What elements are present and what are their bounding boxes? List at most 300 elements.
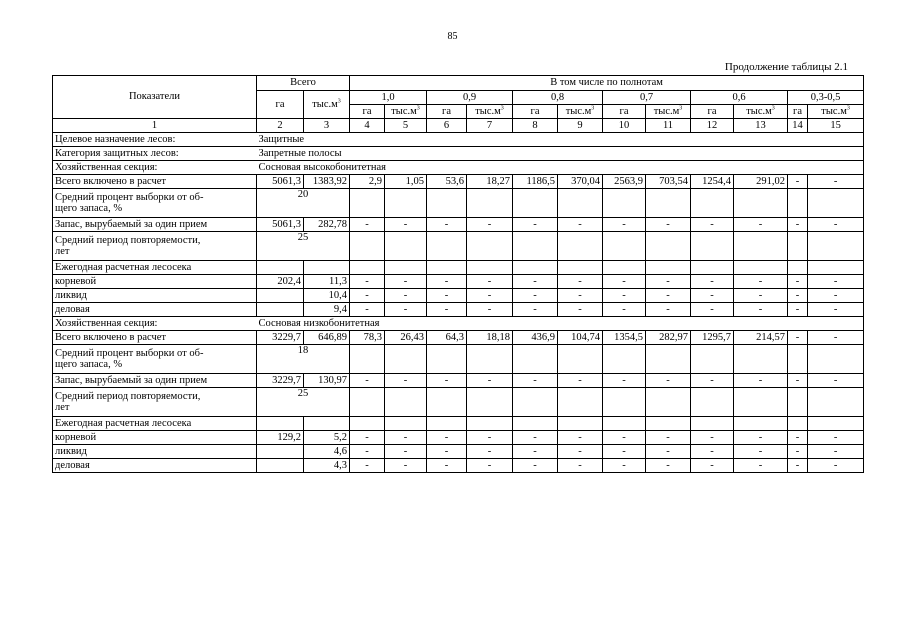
column-number: 7	[467, 119, 513, 133]
table-cell: 18,18	[467, 331, 513, 345]
table-cell: 4,3	[304, 459, 350, 473]
table-cell: -	[691, 289, 734, 303]
table-cell: -	[427, 431, 467, 445]
column-number: 4	[350, 119, 385, 133]
unit-thous-m3: $тыс.м^3$	[558, 105, 603, 119]
row-label: Запас, вырубаемый за один прием	[53, 374, 257, 388]
table-cell: 64,3	[427, 331, 467, 345]
table-cell: 5,2	[304, 431, 350, 445]
column-number: 10	[603, 119, 646, 133]
table-cell: 646,89	[304, 331, 350, 345]
table-cell	[427, 232, 467, 261]
table-cell: -	[467, 459, 513, 473]
table-cell: -	[350, 431, 385, 445]
liquid-row	[53, 445, 864, 459]
table-cell: -	[734, 303, 788, 317]
table-cell	[257, 445, 304, 459]
table-cell	[513, 417, 558, 431]
table-cell	[788, 345, 808, 374]
row-label: деловая	[53, 459, 257, 473]
table-cell: -	[691, 374, 734, 388]
header-by-density: В том числе по полнотам	[350, 76, 864, 91]
table-cell: -	[788, 303, 808, 317]
table-cell	[558, 189, 603, 218]
table-cell	[350, 232, 385, 261]
table-cell: -	[788, 175, 808, 189]
header-density: 0,9	[427, 91, 513, 105]
table-cell	[646, 232, 691, 261]
table-cell: -	[788, 275, 808, 289]
table-cell: -	[808, 459, 864, 473]
stock-row	[53, 374, 864, 388]
table-cell: 282,78	[304, 218, 350, 232]
table-cell: -	[603, 218, 646, 232]
table-cell	[734, 388, 788, 417]
table-cell: -	[558, 289, 603, 303]
table-cell	[788, 232, 808, 261]
table-cell: -	[513, 431, 558, 445]
table-cell	[385, 417, 427, 431]
table-cell	[603, 232, 646, 261]
table-cell: -	[467, 218, 513, 232]
column-number: 12	[691, 119, 734, 133]
header-density: 0,6	[691, 91, 788, 105]
table-cell: -	[646, 374, 691, 388]
table-cell	[603, 261, 646, 275]
table-cell: -	[808, 218, 864, 232]
table-cell: -	[603, 275, 646, 289]
table-cell	[734, 345, 788, 374]
table-cell: 1295,7	[691, 331, 734, 345]
row-label: Хозяйственная секция:	[53, 317, 257, 331]
table-cell	[734, 417, 788, 431]
table-cell: 282,97	[646, 331, 691, 345]
table-cell: -	[788, 431, 808, 445]
unit-thous-m3: $тыс.м^3$	[734, 105, 788, 119]
table-cell	[257, 261, 304, 275]
table-cell: -	[734, 218, 788, 232]
table-cell: -	[788, 218, 808, 232]
table-cell	[691, 261, 734, 275]
table-cell	[467, 417, 513, 431]
table-cell	[808, 261, 864, 275]
table-cell	[513, 261, 558, 275]
table-cell: -	[467, 431, 513, 445]
table-cell: -	[427, 445, 467, 459]
table-cell	[646, 261, 691, 275]
unit-ha: га	[603, 105, 646, 119]
table-cell	[513, 388, 558, 417]
column-number: 6	[427, 119, 467, 133]
table-cell	[646, 345, 691, 374]
table-cell	[427, 261, 467, 275]
table-cell	[385, 345, 427, 374]
table-cell: -	[350, 275, 385, 289]
row-value: Сосновая низкобонитетная	[257, 317, 864, 331]
annual-cut-row	[53, 417, 864, 431]
table-cell	[513, 345, 558, 374]
table-cell	[734, 261, 788, 275]
table-cell: -	[691, 275, 734, 289]
table-cell	[734, 189, 788, 218]
table-cell: 10,4	[304, 289, 350, 303]
table-cell: -	[558, 459, 603, 473]
table-cell: 53,6	[427, 175, 467, 189]
column-number: 14	[788, 119, 808, 133]
unit-ha: га	[513, 105, 558, 119]
table-cell	[350, 388, 385, 417]
annual-cut-row	[53, 261, 864, 275]
table-cell	[808, 345, 864, 374]
row-label: Хозяйственная секция:	[53, 161, 257, 175]
percent-row	[53, 345, 864, 374]
business-row	[53, 459, 864, 473]
table-cell: -	[808, 275, 864, 289]
header-indicators: Показатели	[53, 76, 257, 119]
table-cell: -	[808, 289, 864, 303]
table-cell	[558, 388, 603, 417]
table-cell: -	[734, 374, 788, 388]
header-total-ha: га	[257, 91, 304, 119]
column-number: 9	[558, 119, 603, 133]
table-cell: -	[558, 431, 603, 445]
table-cell: 436,9	[513, 331, 558, 345]
table-cell	[350, 261, 385, 275]
table-cell	[467, 189, 513, 218]
row-value: Сосновая высокобонитетная	[257, 161, 864, 175]
unit-ha: га	[691, 105, 734, 119]
unit-thous-m3: $тыс.м^3$	[808, 105, 864, 119]
table-cell	[513, 189, 558, 218]
table-cell: -	[646, 289, 691, 303]
table-cell: -	[603, 431, 646, 445]
table-cell: 9,4	[304, 303, 350, 317]
table-cell: 5061,3	[257, 218, 304, 232]
row-label: Средний процент выборки от об- щего запаса, %	[53, 345, 257, 374]
table-cell: -	[350, 303, 385, 317]
header-density: 0,8	[513, 91, 603, 105]
table-cell	[257, 303, 304, 317]
table-cell	[558, 345, 603, 374]
table-cell: -	[646, 303, 691, 317]
table-cell: -	[427, 303, 467, 317]
table-cell	[427, 345, 467, 374]
table-cell: -	[808, 431, 864, 445]
table-cell: -	[808, 445, 864, 459]
column-number-row	[53, 119, 864, 133]
section-row	[53, 317, 864, 331]
table-cell	[513, 232, 558, 261]
table-caption: Продолжение таблицы 2.1	[724, 61, 848, 73]
table-cell: 370,04	[558, 175, 603, 189]
table-cell: -	[603, 374, 646, 388]
table-cell: -	[350, 445, 385, 459]
table-cell: 26,43	[385, 331, 427, 345]
table-cell	[808, 388, 864, 417]
unit-thous-m3: $тыс.м^3$	[467, 105, 513, 119]
row-value: 20	[257, 189, 350, 218]
table-cell: -	[808, 175, 864, 189]
table-cell: 3229,7	[257, 331, 304, 345]
row-label: Ежегодная расчетная лесосека	[53, 417, 257, 431]
table-cell: -	[513, 289, 558, 303]
table-cell: 703,54	[646, 175, 691, 189]
table-cell: -	[691, 445, 734, 459]
table-cell: -	[385, 303, 427, 317]
table-cell: -	[603, 459, 646, 473]
table-cell	[788, 189, 808, 218]
forest-table	[52, 75, 864, 473]
row-value: 25	[257, 232, 350, 261]
table-cell	[788, 261, 808, 275]
table-cell: -	[385, 289, 427, 303]
table-cell: -	[350, 374, 385, 388]
row-label: Целевое назначение лесов:	[53, 133, 257, 147]
header-density: 0,3-0,5	[788, 91, 864, 105]
root-row	[53, 431, 864, 445]
row-label: корневой	[53, 275, 257, 289]
table-cell: 1354,5	[603, 331, 646, 345]
table-cell	[257, 459, 304, 473]
table-cell	[646, 417, 691, 431]
table-cell: -	[788, 459, 808, 473]
row-label: Запас, вырубаемый за один прием	[53, 218, 257, 232]
table-cell: -	[691, 431, 734, 445]
table-cell: -	[808, 303, 864, 317]
table-cell	[385, 388, 427, 417]
table-cell: -	[603, 445, 646, 459]
category-row	[53, 147, 864, 161]
table-cell: -	[603, 303, 646, 317]
table-cell: -	[385, 459, 427, 473]
table-cell: -	[734, 431, 788, 445]
row-label: Всего включено в расчет	[53, 175, 257, 189]
table-cell: -	[385, 218, 427, 232]
table-cell: -	[350, 459, 385, 473]
table-cell: -	[467, 445, 513, 459]
table-cell: -	[558, 374, 603, 388]
total-row	[53, 175, 864, 189]
row-value: Запретные полосы	[257, 147, 864, 161]
table-cell	[257, 417, 304, 431]
table-cell	[691, 417, 734, 431]
table-cell	[734, 232, 788, 261]
table-cell: -	[558, 218, 603, 232]
table-cell	[603, 417, 646, 431]
header-density: 1,0	[350, 91, 427, 105]
table-cell: -	[513, 445, 558, 459]
table-cell: -	[646, 431, 691, 445]
table-cell: 18,27	[467, 175, 513, 189]
table-cell: 1186,5	[513, 175, 558, 189]
row-label: Всего включено в расчет	[53, 331, 257, 345]
header-total-m3: $тыс.м^3$	[304, 91, 350, 119]
table-cell: -	[603, 289, 646, 303]
table-cell: 1,05	[385, 175, 427, 189]
table-cell	[385, 232, 427, 261]
table-cell: -	[691, 459, 734, 473]
table-cell	[427, 388, 467, 417]
stock-row	[53, 218, 864, 232]
row-value: 18	[257, 345, 350, 374]
table-cell	[646, 189, 691, 218]
table-cell: -	[808, 331, 864, 345]
table-cell: 4,6	[304, 445, 350, 459]
header-total: Всего	[257, 76, 350, 91]
column-number: 5	[385, 119, 427, 133]
table-cell	[808, 417, 864, 431]
table-cell	[350, 417, 385, 431]
purpose-row	[53, 133, 864, 147]
table-cell: -	[385, 374, 427, 388]
table-cell: 291,02	[734, 175, 788, 189]
unit-thous-m3: $тыс.м^3$	[385, 105, 427, 119]
table-cell: -	[808, 374, 864, 388]
table-cell	[467, 388, 513, 417]
table-cell: -	[734, 289, 788, 303]
table-cell: -	[513, 218, 558, 232]
table-cell: -	[467, 275, 513, 289]
table-cell	[427, 189, 467, 218]
table-cell	[691, 232, 734, 261]
table-cell: -	[513, 303, 558, 317]
table-cell: 1383,92	[304, 175, 350, 189]
table-cell: -	[427, 275, 467, 289]
column-number: 8	[513, 119, 558, 133]
period-row	[53, 232, 864, 261]
column-number: 13	[734, 119, 788, 133]
table-cell: -	[734, 275, 788, 289]
root-row	[53, 275, 864, 289]
table-cell	[304, 417, 350, 431]
table-cell: -	[427, 218, 467, 232]
page-number: 85	[447, 31, 458, 42]
row-label: ликвид	[53, 289, 257, 303]
table-cell	[603, 388, 646, 417]
column-number: 15	[808, 119, 864, 133]
table-cell	[385, 261, 427, 275]
table-cell: -	[558, 303, 603, 317]
table-cell: -	[558, 445, 603, 459]
column-number: 11	[646, 119, 691, 133]
table-cell: -	[734, 445, 788, 459]
table-cell	[788, 388, 808, 417]
row-label: Средний процент выборки от об- щего запаса, %	[53, 189, 257, 218]
total-row	[53, 331, 864, 345]
table-cell	[350, 189, 385, 218]
table-cell	[427, 417, 467, 431]
liquid-row	[53, 289, 864, 303]
unit-ha: га	[788, 105, 808, 119]
table-cell: -	[646, 459, 691, 473]
table-cell: 202,4	[257, 275, 304, 289]
table-cell: -	[427, 374, 467, 388]
table-cell: -	[788, 289, 808, 303]
table-cell: -	[350, 218, 385, 232]
table-cell: -	[788, 374, 808, 388]
column-number: 3	[304, 119, 350, 133]
table-cell: -	[691, 218, 734, 232]
table-cell: 78,3	[350, 331, 385, 345]
table-cell: 11,3	[304, 275, 350, 289]
table-cell	[603, 345, 646, 374]
header-density: 0,7	[603, 91, 691, 105]
table-cell	[808, 189, 864, 218]
row-label: Средний период повторяемости, лет	[53, 388, 257, 417]
table-cell: 1254,4	[691, 175, 734, 189]
table-cell	[691, 189, 734, 218]
table-cell: -	[788, 331, 808, 345]
column-number: 1	[53, 119, 257, 133]
table-cell: -	[427, 289, 467, 303]
table-cell	[385, 189, 427, 218]
table-cell: 104,74	[558, 331, 603, 345]
table-cell: -	[385, 431, 427, 445]
row-label: ликвид	[53, 445, 257, 459]
unit-ha: га	[350, 105, 385, 119]
row-value: 25	[257, 388, 350, 417]
table-cell: 214,57	[734, 331, 788, 345]
column-number: 2	[257, 119, 304, 133]
business-row	[53, 303, 864, 317]
table-cell: -	[646, 445, 691, 459]
table-cell	[558, 261, 603, 275]
table-cell: -	[691, 303, 734, 317]
table-cell: -	[467, 374, 513, 388]
table-cell	[558, 232, 603, 261]
table-cell	[691, 388, 734, 417]
row-label: Категория защитных лесов:	[53, 147, 257, 161]
unit-thous-m3: $тыс.м^3$	[646, 105, 691, 119]
table-cell	[257, 289, 304, 303]
section-row	[53, 161, 864, 175]
table-cell	[467, 261, 513, 275]
table-cell: 5061,3	[257, 175, 304, 189]
table-cell	[558, 417, 603, 431]
table-cell: 2,9	[350, 175, 385, 189]
table-cell: -	[513, 374, 558, 388]
percent-row	[53, 189, 864, 218]
row-label: Ежегодная расчетная лесосека	[53, 261, 257, 275]
table-cell: -	[467, 303, 513, 317]
table-cell: 3229,7	[257, 374, 304, 388]
table-cell: -	[385, 275, 427, 289]
table-cell: -	[427, 459, 467, 473]
table-cell	[603, 189, 646, 218]
table-cell	[467, 232, 513, 261]
table-cell: -	[513, 459, 558, 473]
unit-ha: га	[427, 105, 467, 119]
table-cell	[808, 232, 864, 261]
table-cell: -	[646, 218, 691, 232]
row-label: Средний период повторяемости, лет	[53, 232, 257, 261]
table-cell: -	[646, 275, 691, 289]
row-label: корневой	[53, 431, 257, 445]
table-cell: -	[385, 445, 427, 459]
period-row	[53, 388, 864, 417]
table-cell: -	[734, 459, 788, 473]
table-cell: 130,97	[304, 374, 350, 388]
table-cell: -	[513, 275, 558, 289]
table-cell: 2563,9	[603, 175, 646, 189]
table-cell	[350, 345, 385, 374]
table-cell	[304, 261, 350, 275]
table-cell	[691, 345, 734, 374]
row-value: Защитные	[257, 133, 864, 147]
table-cell: -	[350, 289, 385, 303]
table-cell: 129,2	[257, 431, 304, 445]
table-cell	[646, 388, 691, 417]
